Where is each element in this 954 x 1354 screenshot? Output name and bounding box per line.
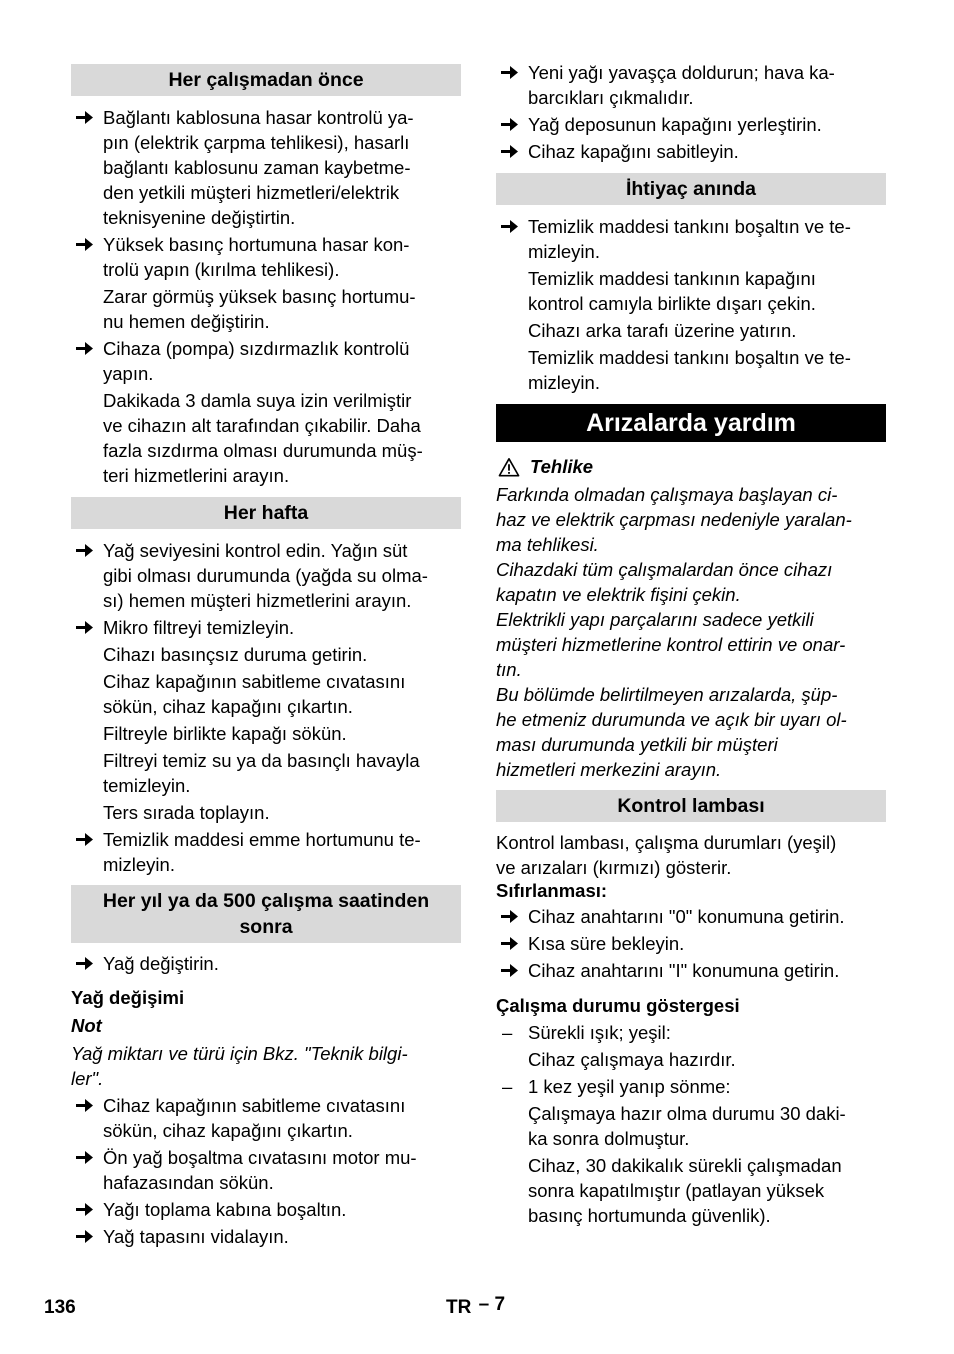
list-item-continuation: Temizlik maddesi tankını boşaltın ve te- mizleyin. — [528, 347, 851, 393]
list-item: Yeni yağı yavaşça doldurun; hava ka- barcıkları çıkmalıdır. — [496, 60, 886, 110]
subheading: Sıfırlanması: — [496, 880, 608, 901]
chapter-title: Arızalarda yardım — [496, 404, 886, 442]
list-item: Bağlantı kablosuna hasar kontrolü ya- pın (elektrik çarpma tehlikesi), hasarlı bağlantı kablosunu zaman kaybetme- den yetkili müşteri hizmetleri/elektrik teknisyenine değiştirtin. — [71, 105, 461, 230]
list-item-continuation: Ters sırada toplayın. — [103, 802, 270, 823]
list-item: Ön yağ boşaltma cıvatasını motor mu- hafazasından sökün. — [71, 1145, 461, 1195]
section-heading: Her yıl ya da 500 çalışma saatinden sonra — [71, 885, 461, 943]
arrow-right-icon — [73, 336, 95, 361]
note-label: Not — [71, 1015, 102, 1036]
arrow-right-icon — [73, 951, 95, 976]
arrow-right-icon — [498, 214, 520, 239]
list-item: Cihaz anahtarını "0" konumuna getirin. — [496, 904, 886, 929]
arrow-right-icon — [498, 931, 520, 956]
section-heading: İhtiyaç anında — [496, 173, 886, 205]
section-heading: Kontrol lambası — [496, 790, 886, 822]
list-item-continuation: Cihazı arka tarafı üzerine yatırın. — [528, 320, 797, 341]
section-heading: Her hafta — [71, 497, 461, 529]
subheading: Çalışma durumu göstergesi — [496, 995, 740, 1016]
paragraph: Kontrol lambası, çalışma durumları (yeşil) ve arızaları (kırmızı) gösterir. — [496, 832, 837, 878]
arrow-right-icon — [498, 112, 520, 137]
note-text: Yağ miktarı ve türü için Bkz. "Teknik bilgi- ler". — [71, 1043, 408, 1089]
arrow-right-icon — [498, 958, 520, 983]
arrow-right-icon — [73, 1145, 95, 1170]
warning-triangle-icon — [498, 457, 520, 477]
arrow-right-icon — [73, 1197, 95, 1222]
arrow-right-icon — [73, 538, 95, 563]
arrow-right-icon — [73, 1093, 95, 1118]
list-item: Yüksek basınç hortumuna hasar kon- trolü yapın (kırılma tehlikesi). — [71, 232, 461, 282]
footer-language: TR – 7 — [446, 1294, 506, 1318]
right-column — [496, 60, 886, 1228]
arrow-right-icon — [73, 105, 95, 130]
list-item: Cihaza (pompa) sızdırmazlık kontrolü yapın. — [71, 336, 461, 386]
list-item: Cihaz kapağının sabitleme cıvatasını sökün, cihaz kapağını çıkartın. — [71, 1093, 461, 1143]
arrow-right-icon — [73, 1224, 95, 1249]
danger-heading: Tehlike — [496, 454, 886, 479]
list-item: Yağı toplama kabına boşaltın. — [71, 1197, 461, 1222]
list-item-continuation: Çalışmaya hazır olma durumu 30 daki- ka sonra dolmuştur. — [528, 1103, 846, 1149]
list-item: Cihaz kapağını sabitleyin. — [496, 139, 886, 164]
arrow-right-icon — [73, 827, 95, 852]
list-item: Temizlik maddesi emme hortumunu te- mizleyin. — [71, 827, 461, 877]
list-item-continuation: Filtreyi temiz su ya da basınçlı havayla temizleyin. — [103, 750, 420, 796]
list-item-continuation: Cihaz kapağının sabitleme cıvatasını sökün, cihaz kapağını çıkartın. — [103, 671, 406, 717]
list-item-continuation: Temizlik maddesi tankının kapağını kontrol camıyla birlikte dışarı çekin. — [528, 268, 816, 314]
list-item-continuation: Filtreyle birlikte kapağı sökün. — [103, 723, 347, 744]
dash-bullet: – — [502, 1076, 513, 1097]
arrow-right-icon — [73, 232, 95, 257]
list-item-continuation: Zarar görmüş yüksek basınç hortumu- nu hemen değiştirin. — [103, 286, 416, 332]
page-number: 136 — [44, 1297, 76, 1318]
list-item-continuation: Dakikada 3 damla suya izin verilmiştir ve cihazın alt tarafından çıkabilir. Daha fazla sızdırma olması durumunda müş- teri hizmetlerini arayın. — [103, 390, 423, 486]
list-item: Yağ seviyesini kontrol edin. Yağın süt gibi olması durumunda (yağda su olma- sı) hemen müşteri hizmetlerini arayın. — [71, 538, 461, 613]
arrow-right-icon — [498, 904, 520, 929]
dash-bullet: – — [502, 1022, 513, 1043]
list-item: – 1 kez yeşil yanıp sönme: — [502, 1076, 731, 1097]
list-item-continuation: Cihazı basınçsız duruma getirin. — [103, 644, 368, 665]
danger-text: Farkında olmadan çalışmaya başlayan ci- haz ve elektrik çarpması nedeniyle yaralan- ma tehlikesi. Cihazdaki tüm çalışmalardan önce cihazı kapatın ve elektrik fişini çekin. Elektrikli yapı parçalarını sadece yetkili müşteri hizmetlerine kontrol ettirin ve onar- tın. Bu bölümde belirtilmeyen arızalarda, şüp- he etmeniz durumunda ve açık bir uyarı ol- ması durumunda yetkili bir müşteri hizmetleri merkezini arayın. — [496, 484, 852, 780]
left-column — [71, 60, 461, 1249]
arrow-right-icon — [73, 615, 95, 640]
list-item: Yağ deposunun kapağını yerleştirin. — [496, 112, 886, 137]
list-item: Mikro filtreyi temizleyin. — [71, 615, 461, 640]
list-item: – Sürekli ışık; yeşil: — [502, 1022, 671, 1043]
arrow-right-icon — [498, 139, 520, 164]
section-heading: Her çalışmadan önce — [71, 64, 461, 96]
list-item: Yağ değiştirin. — [71, 951, 461, 976]
list-item-continuation: Cihaz çalışmaya hazırdır. — [528, 1049, 736, 1070]
arrow-right-icon — [498, 60, 520, 85]
list-item: Cihaz anahtarını "I" konumuna getirin. — [496, 958, 886, 983]
list-item-continuation: Cihaz, 30 dakikalık sürekli çalışmadan sonra kapatılmıştır (patlayan yüksek basınç hortumunda güvenlik). — [528, 1155, 842, 1226]
subheading: Yağ değişimi — [71, 987, 185, 1008]
list-item: Kısa süre bekleyin. — [496, 931, 886, 956]
list-item: Temizlik maddesi tankını boşaltın ve te- mizleyin. — [496, 214, 886, 264]
list-item: Yağ tapasını vidalayın. — [71, 1224, 461, 1249]
